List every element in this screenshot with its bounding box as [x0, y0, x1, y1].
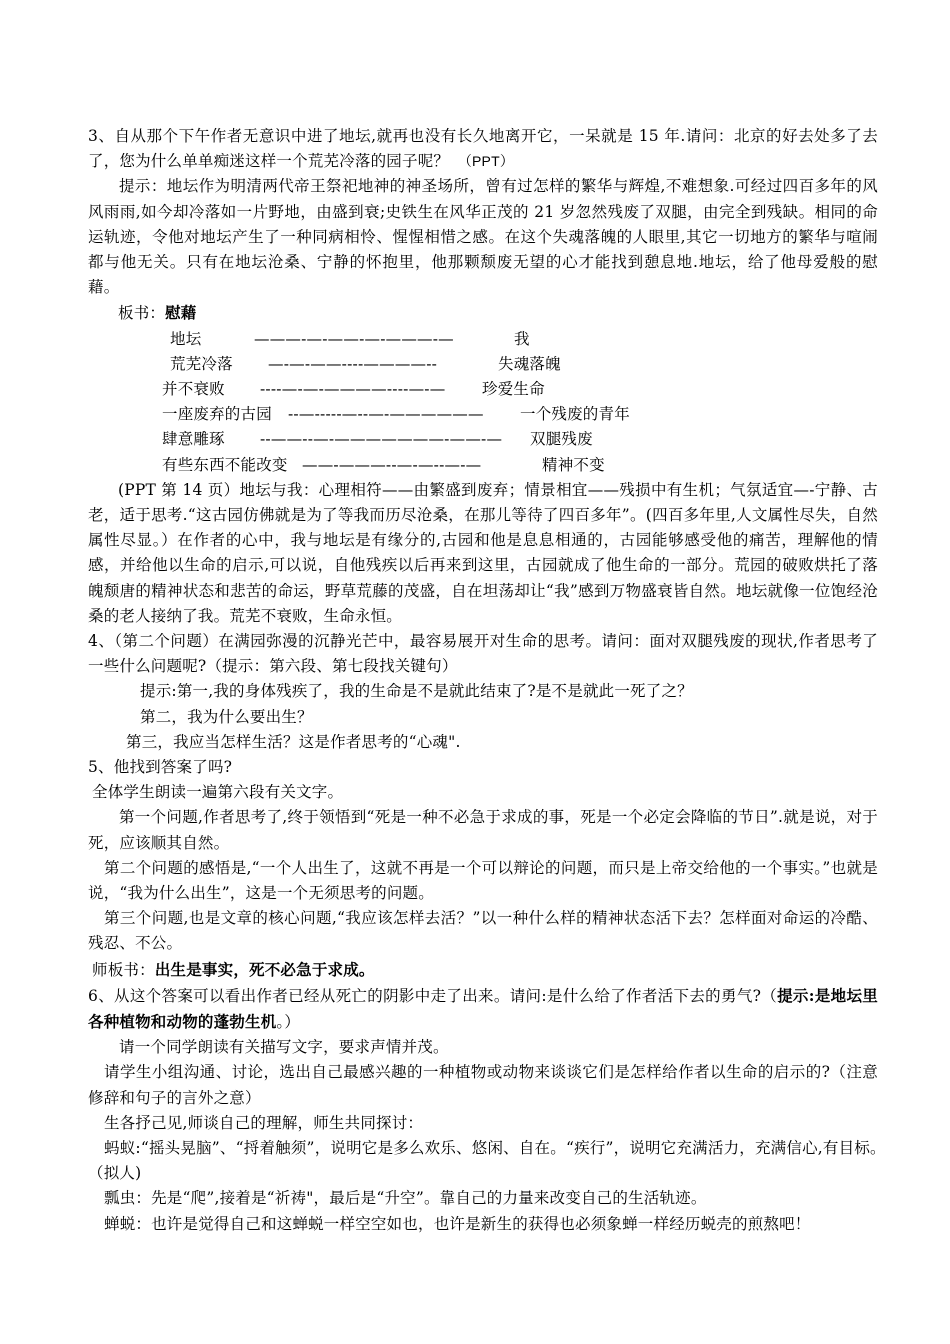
ppt-14-analysis: (PPT 第 14 页）地坛与我：心理相符——由繁盛到废弃；情景相宜——残损中有生机；气氛适宜—-宁静、古老，适于思考.“这古园仿佛就是为了等我而历尽沧桑，在那儿等待了四百多年”。(四百多年里,人文属性尽失，自然属性尽显。）在作者的心中，我与地坛是有缘分的,古园和他是息息相通的，古园能够感受他的痛苦，理解他的情感，并给他以生命的启示,可以说，自他残疾以后再来到这里，古园就成了他生命的一部分。荒园的破败烘托了落魄颓唐的精神状态和悲苦的命运，野草荒藤的茂盛，自在坦荡却让“我”感到万物盛衰皆自然。地坛就像一位饱经沧桑的老人接纳了我。荒芜不衰败，生命永恒。	[88, 480, 878, 625]
board-row	[88, 327, 878, 352]
answer-3: 第三个问题,也是文章的核心问题,“我应该怎样去活？”以一种什么样的精神状态活下去？怎样面对命运的冷酷、残忍、不公。	[88, 909, 878, 953]
teacher-board	[88, 957, 878, 983]
question-5-read: 全体学生朗读一遍第六段有关文字。	[92, 783, 344, 802]
question-6-text: 6、从这个答案可以看出作者已经从死亡的阴影中走了出来。请问:是什么给了作者活下去的勇气?（	[88, 986, 778, 1005]
question-6-hint: 提示:是地坛里各种植物和动物的蓬勃生机	[88, 985, 878, 1032]
teacher-board-text: 出生是事实，死不必急于求成。	[154, 959, 375, 979]
board-diagram	[88, 327, 878, 478]
board-heading	[88, 300, 878, 326]
board-row-dashes: ——-———--—-—--—-—	[302, 455, 482, 474]
board-row-left: 一座废弃的古园	[162, 405, 272, 424]
hint-4-second: 第二，我为什么要出生？	[140, 707, 313, 726]
board-row-left: 有些东西不能改变	[162, 455, 288, 474]
board-keyword: 慰藉	[165, 303, 197, 323]
board-row-dashes: ----—-—-————----—-—	[260, 380, 446, 398]
board-row	[88, 453, 878, 478]
board-row-left: 地坛	[170, 329, 202, 348]
board-row-dashes: --—-----—--—-——————	[288, 405, 484, 424]
board-row	[88, 377, 878, 402]
read-request: 请一个同学朗读有关描写文字，要求声情并茂。	[119, 1038, 449, 1057]
group-discussion: 请学生小组沟通、讨论，选出自己最感兴趣的一种植物或动物来谈谈它们是怎样给作者以生命的启示的?（注意修辞和句子的言外之意）	[88, 1063, 878, 1107]
hint-3: 提示：地坛作为明清两代帝王祭祀地神的神圣场所，曾有过怎样的繁华与辉煌,不难想象.可经过四百多年的风风雨雨,如今却冷落如一片野地，由盛到衰;史铁生在风华正茂的 21 岁忽然残废了双腿，由完全到残缺。相同的命运轨迹，令他对地坛产生了一种同病相怜、惺惺相惜之感。在这个失魂落魄的人眼里,其它一切地方的繁华与喧闹都与他无关。只有在地坛沧桑、宁静的怀抱里，他那颗颓废无望的心才能找到憩息地.地坛，给了他母爱般的慰藉。	[88, 177, 878, 297]
answer-1: 第一个问题,作者思考了,终于领悟到“死是一种不必急于求成的事，死是一个必定会降临的节日”.就是说，对于死，应该顺其自然。	[88, 808, 878, 852]
board-row-right: 一个残废的青年	[520, 405, 630, 424]
teacher-board-label: 师板书：	[92, 960, 155, 979]
board-row-right: 双腿残废	[530, 430, 593, 449]
board-label: 板书：	[118, 304, 166, 323]
board-row-left: 肆意雕琢	[162, 430, 225, 449]
ppt-tag: （PPT）	[464, 153, 515, 170]
board-row	[88, 427, 878, 452]
question-6	[88, 983, 878, 1035]
board-row-left: 并不衰败	[162, 380, 225, 398]
board-row-dashes: --——--—-———————-——-—	[260, 430, 503, 449]
board-row-right: 精神不变	[542, 455, 605, 474]
board-row	[88, 352, 878, 377]
document-page	[88, 124, 894, 1237]
board-row-right: 失魂落魄	[498, 354, 561, 373]
question-5: 5、他找到答案了吗?	[88, 757, 233, 776]
board-row-left: 荒芜冷落	[170, 354, 233, 373]
board-row-right: 我	[514, 329, 530, 348]
ladybug-analysis: 瓢虫：先是“爬”,接着是“祈祷"，最后是“升空”。靠自己的力量来改变自己的生活轨迹。	[104, 1189, 707, 1208]
question-3-text: 3、自从那个下午作者无意识中进了地坛,就再也没有长久地离开它，一呆就是 15 年.请问：北京的好去处多了去了，您为什么单单痴迷这样一个荒芜冷落的园子呢？	[88, 127, 878, 171]
question-6-tail: 。）	[276, 1013, 301, 1032]
hint-4-first: 提示:第一,我的身体残疾了，我的生命是不是就此结束了?是不是就此一死了之？	[140, 682, 693, 701]
board-row-dashes: ———-—-——-—-———-—	[254, 329, 454, 348]
cicada-analysis: 蝉蜕：也许是觉得自己和这蝉蜕一样空空如也，也许是新生的获得也必须象蝉一样经历蜕壳的煎熬吧！	[104, 1214, 811, 1233]
hint-4-third: 第三，我应当怎样生活？这是作者思考的“心魂".	[126, 732, 461, 751]
answer-2: 第二个问题的感悟是,“一个人出生了，这就不再是一个可以辩论的问题，而只是上帝交给他的一个事实。”也就是说，“我为什么出生”，这是一个无须思考的问题。	[88, 858, 878, 902]
board-row	[88, 402, 878, 427]
ant-analysis: 蚂蚁:“摇头晃脑”、“捋着触须”，说明它是多么欢乐、悠闲、自在。“疾行”，说明它充满活力，充满信心,有目标。 （拟人)	[88, 1139, 894, 1183]
question-3	[88, 124, 878, 174]
student-sharing: 生各抒己见,师谈自己的理解，师生共同探讨：	[104, 1113, 424, 1132]
question-4: 4、（第二个问题）在满园弥漫的沉静光芒中，最容易展开对生命的思考。请问：面对双腿残废的现状,作者思考了一些什么问题呢?（提示：第六段、第七段找关键句）	[88, 631, 878, 676]
board-row-dashes: —-—-——----————--	[268, 354, 438, 373]
board-row-right: 珍爱生命	[482, 380, 545, 398]
